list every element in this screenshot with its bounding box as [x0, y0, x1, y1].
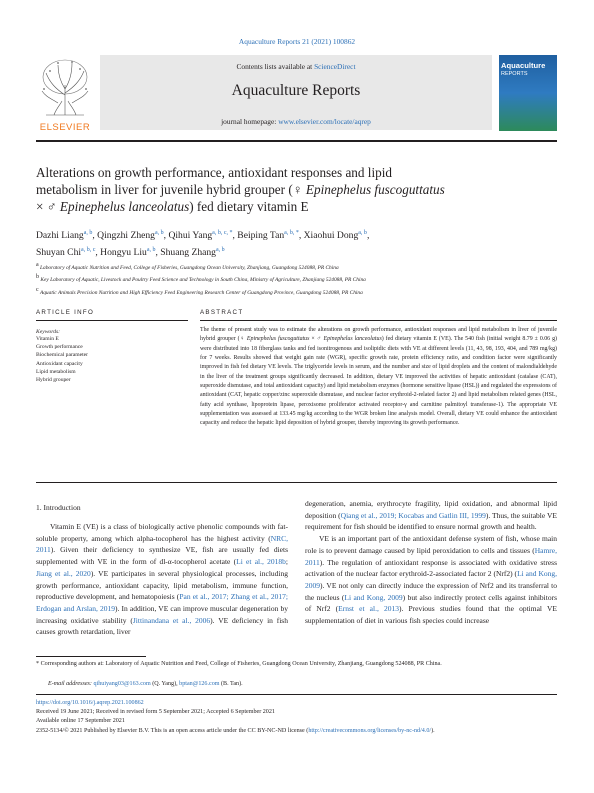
body-text: ) but also indirectly protect cells against inhibitors of Nrf2 ( — [305, 592, 557, 614]
author-sep: , — [92, 230, 98, 242]
author-4[interactable] — [237, 230, 303, 241]
author-name: Dazhi Liang — [36, 230, 84, 242]
body-text: ). Given their deficiency to synthesize VE, fish are usually fed diets supplemented with VE in the form of dl-α-tocopherol acetate ( — [36, 545, 288, 567]
email-note-yang: (Q. Yang), — [150, 681, 180, 687]
author-7[interactable] — [100, 247, 160, 258]
body-text: ). VE not only can directly induce the expression of Nrf2 and its transferral to the nucleus ( — [305, 580, 557, 602]
license-link[interactable]: http://creativecommons.org/licenses/by-nc-nd/4.0/ — [308, 727, 432, 734]
intro-right-paragraph-2 — [305, 533, 557, 627]
affiliation-mark: b — [36, 274, 39, 281]
journal-title: Aquaculture Reports — [231, 82, 361, 99]
author-affil-marks[interactable]: a, b — [146, 247, 156, 254]
corresponding-text: Corresponding authors at: Laboratory of Aquatic Nutrition and Feed, College of Fisheries, Guangdong Ocean University, Zhanjiang, Guangdong 524088, PR China. — [40, 661, 442, 667]
author-affil-marks[interactable]: a, b, c, * — [212, 230, 233, 236]
license-suffix: ). — [431, 727, 435, 734]
author-name: Shuang Zhang — [160, 247, 216, 259]
author-name: Shuyan Chi — [36, 247, 82, 259]
abstract-species: Epinephelus fuscoguttatus — [246, 336, 310, 343]
author-list — [36, 226, 557, 260]
header-rule — [36, 140, 557, 142]
email-note-tan: (B. Tan). — [219, 681, 243, 687]
citation-link[interactable]: Pan et al., 2017; Zhang et al., 2017; Erdogan and Arslan, 2019 — [36, 592, 289, 613]
title-line-3-suffix: ) fed dietary vitamin E — [189, 199, 309, 214]
abstract-heading: ABSTRACT — [200, 309, 244, 316]
affiliation-text: Laboratory of Aquatic Nutrition and Feed, College of Fisheries, Guangdong Ocean University, Zhanjiang, Guangdong 524088, PR China — [40, 264, 339, 271]
cover-title-line2: REPORTS — [501, 71, 528, 78]
author-sep: , — [366, 230, 370, 242]
abstract-bottom-rule — [36, 482, 557, 483]
received-dates: Received 19 June 2021; Received in revised form 5 September 2021; Accepted 6 September 2021 — [36, 709, 275, 716]
title-line-3 — [36, 198, 557, 215]
intro-left-column — [36, 521, 288, 638]
title-line-3-prefix: × ♂ — [36, 199, 60, 214]
body-text: ). VE deficiency in fish causes growth retardation, liver — [36, 615, 288, 637]
article-info-rule — [36, 320, 188, 321]
footer-rule — [36, 694, 557, 695]
keyword: Lipid metabolism — [36, 368, 76, 375]
body-text: ). Previous studies found that the optimal VE supplementation of diet in various fish species could increase — [305, 604, 557, 626]
author-affil-marks[interactable]: a, b, * — [284, 230, 299, 236]
title-line-2-species: Epinephelus fuscoguttatus — [305, 182, 445, 197]
article-info-heading: ARTICLE INFO — [36, 309, 95, 316]
citation-link[interactable]: Ernst et al., 2013 — [338, 604, 399, 614]
contents-prefix: Contents lists available at — [236, 62, 315, 71]
contents-available — [100, 62, 492, 71]
abstract-body — [200, 326, 557, 429]
body-text: ; — [285, 557, 288, 567]
article-history — [36, 699, 557, 736]
affiliation-mark: c — [36, 286, 39, 293]
keywords-list — [36, 335, 88, 384]
author-name: Qihui Yang — [168, 230, 213, 242]
author-affil-marks[interactable]: a, b — [358, 230, 367, 236]
cover-title-line1: Aquaculture — [501, 61, 546, 70]
introduction-heading: 1. Introduction — [36, 503, 81, 512]
intro-right-column — [305, 498, 557, 627]
author-8[interactable] — [160, 247, 224, 258]
author-name: Qingzhi Zheng — [97, 230, 155, 242]
author-affil-marks[interactable]: a, b, c — [81, 247, 96, 254]
affiliation-a — [36, 261, 557, 273]
citation-link[interactable]: Qiang et al., 2019; Kocabas and Gatlin III, 1999 — [340, 510, 486, 520]
affiliation-text: Aquatic Animals Precision Nutrition and High Efficiency Feed Engineering Research Center of Guangdong Province, Guangdong 524088, PR China — [39, 289, 363, 296]
body-text: ). Thus, the suitable VE requirement for fish should be identified to ensure normal growth and health. — [305, 510, 557, 532]
body-text: ). VE participates in several physiological processes, including growth performance, antioxidant capacity, lipid metabolism, immune function, reproductive development, and hematopoiesis ( — [36, 568, 288, 602]
keywords-label: Keywords: — [36, 329, 61, 335]
author-3[interactable] — [168, 230, 237, 241]
title-line-2 — [36, 181, 557, 198]
keyword: Biochemical parameter — [36, 352, 89, 359]
email-link-tan[interactable]: bptan@126.com — [179, 681, 220, 687]
sciencedirect-link[interactable]: ScienceDirect — [314, 62, 356, 71]
email-label: E-mail addresses: — [48, 681, 92, 687]
title-line-2-plain: metabolism in liver for juvenile hybrid grouper (♀ — [36, 182, 306, 197]
author-sep: , — [298, 230, 304, 242]
cover-title — [501, 62, 557, 79]
affiliation-list — [36, 261, 557, 298]
article-title — [36, 164, 557, 215]
author-sep: , — [95, 247, 101, 259]
abstract-text: The theme of present study was to estimate the alterations on growth performance, antioxidant responses and lipid metabolism in liver of juvenile hybrid grouper (♀ — [200, 327, 557, 343]
author-affil-marks[interactable]: a, b — [154, 230, 164, 236]
keyword: Vitamin E — [36, 336, 59, 342]
corresponding-note — [36, 660, 557, 669]
footnote-marker: * — [36, 661, 40, 667]
footnote-rule — [36, 656, 146, 657]
citation-link[interactable]: Jittinandana et al., 2006 — [132, 615, 211, 625]
affiliation-mark: a — [36, 262, 39, 268]
citation-link[interactable]: Jiang et al., 2020 — [36, 568, 91, 578]
elsevier-wordmark[interactable]: ELSEVIER — [39, 122, 91, 133]
author-2[interactable] — [97, 230, 168, 241]
body-text: VE is an important part of the antioxidant defense system of fish, whose main role is to prevent damage caused by lipid peroxidation to cells and tissues ( — [305, 534, 557, 555]
body-text: ). In addition, VE can improve muscular degeneration by increasing oxidative stability ( — [36, 603, 288, 625]
title-line-1: Alterations on growth performance, antioxidant responses and lipid — [36, 165, 392, 180]
citation-link[interactable]: Hamre, 2011 — [305, 545, 557, 567]
abstract-rule — [200, 320, 557, 321]
homepage-link[interactable]: www.elsevier.com/locate/aqrep — [278, 117, 371, 126]
journal-citation[interactable]: Aquaculture Reports 21 (2021) 100862 — [238, 37, 356, 46]
journal-homepage — [100, 117, 492, 126]
author-sep: , — [155, 247, 161, 259]
citation-link[interactable]: Li and Kong, 2009 — [305, 569, 558, 590]
author-affil-marks[interactable]: a, b — [83, 230, 93, 236]
author-1[interactable] — [36, 230, 97, 241]
author-name: Beiping Tan — [237, 230, 285, 242]
author-name: Xiaohui Dong — [303, 230, 359, 242]
email-line — [48, 680, 557, 689]
intro-right-paragraph-1 — [305, 498, 557, 533]
citation-link[interactable]: NRC, 2011 — [36, 533, 288, 555]
license-prefix: 2352-5134/© 2021 Published by Elsevier B.V. This is an open access article under the CC BY-NC-ND license ( — [36, 727, 309, 734]
abstract-text: ) fed dietary vitamin E (VE). The 540 fish (initial weight 8.79 ± 0.06 g) were distributed into 18 fiberglass tanks and fed isonitrogenous and isolipidic diets with VE at different levels (11, 43, 98, 193, 404, and 789 mg/kg) for 7 weeks. Results showed that weight gain rate (WGR), specific growth rate, protein efficiency ratio, and condition factor were significantly improved in fish fed dietary VE levels. The triglyceride levels in serum, and the number and size of lipid droplets and the content of malondialdehyde in the liver of the treatment groups significantly decreased. In addition, dietary VE improved the activities of hepatic antioxidant (catalase (CAT), superoxide dismutase, and total antioxidant capacity) and lipid metabolism enzymes (hormone sensitive lipase (HSL)) and regulated the expressions of antioxidant (CAT, hepatic copper/zinc superoxide dismutase, and nuclear factor erythroid-2-related factor 2) and lipid metabolism related genes (HSL, fatty acid synthase, lipoprotein lipase, peroxisome proliferator activated receptor-γ and carnitine palmitoyl transferase-1). The appropriate VE supplementation was assessed at 133.45 mg/kg according to the WGR broken line analysis model. Overall, dietary VE could enhance the antioxidant capacity and reduce the hepatic lipid deposition of hybrid grouper, thereby improving its growth performance. — [200, 336, 557, 427]
author-5[interactable] — [304, 230, 370, 241]
elsevier-tree-logo — [36, 55, 94, 131]
citation-link[interactable]: Li and Kong, 2009 — [344, 592, 403, 602]
available-online: Available online 17 September 2021 — [36, 718, 125, 725]
abstract-species: Epinephelus lanceolatus — [323, 336, 382, 343]
body-text: ). The regulation of antioxidant response is associated with oxidative stress activation of the nuclear factor erythroid-2-associated factor 2 (Nrf2) ( — [305, 557, 557, 579]
keyword: Hybrid grouper — [36, 377, 71, 384]
email-link-yang[interactable]: qihuiyang03@163.com — [93, 681, 151, 687]
keyword: Antioxidant capacity — [36, 360, 83, 367]
body-text: degeneration, anemia, erythrocyte fragility, lipid oxidation, and abnormal lipid deposition ( — [305, 499, 557, 520]
title-line-3-species: Epinephelus lanceolatus — [59, 199, 190, 214]
doi-link[interactable]: https://doi.org/10.1016/j.aqrep.2021.100862 — [36, 700, 144, 706]
citation-link[interactable]: Li et al., 2018b — [236, 557, 286, 567]
body-text: Vitamin E (VE) is a class of biologically active phenolic compounds with fat-soluble property, among which alpha-tocopherol has the highest activity ( — [36, 522, 288, 543]
author-name: Hongyu Liu — [100, 247, 147, 259]
author-affil-marks[interactable]: a, b — [215, 247, 225, 254]
affiliation-b — [36, 273, 557, 285]
homepage-prefix: journal homepage: — [221, 117, 279, 126]
affiliation-c — [36, 286, 557, 298]
affiliation-text: Key Laboratory of Aquatic, Livestock and Poultry Feed Science and Technology in South China, Ministry of Agriculture, Zhanjiang 524088, PR China — [40, 277, 366, 284]
license-line — [36, 727, 557, 736]
author-sep: , — [163, 230, 169, 242]
keyword: Growth performance — [36, 344, 83, 351]
abstract-text: × ♂ — [309, 336, 324, 343]
author-6[interactable] — [36, 247, 100, 258]
author-sep: , — [232, 230, 238, 242]
